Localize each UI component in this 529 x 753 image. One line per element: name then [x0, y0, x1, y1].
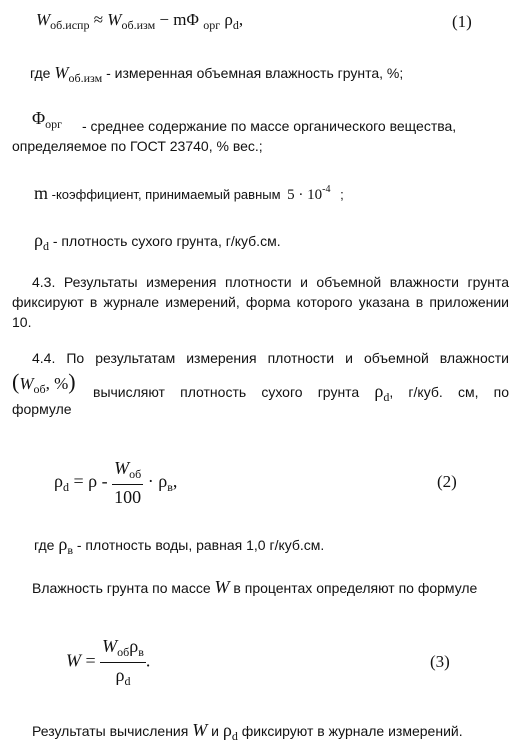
- formula-2-lhs: ρ: [54, 471, 63, 492]
- rho-v-prefix: где: [34, 537, 55, 553]
- final-after: фиксируют в журнале измерений.: [241, 723, 463, 739]
- formula-1-rho: ρ: [224, 10, 233, 29]
- paragraph-4-4-line3: формуле: [12, 401, 72, 417]
- paren-w: W: [19, 374, 34, 393]
- formula-1-tail: ,: [238, 10, 244, 29]
- formula-2-rho-v-subscript: в: [167, 480, 173, 495]
- definition-phi-line1: - среднее содержание по массе органического вещества,: [82, 118, 457, 134]
- formula-3-den-subscript: d: [124, 674, 131, 688]
- formula-3-tail: .: [145, 650, 151, 671]
- paragraph-4-4-rho-subscript: d: [383, 390, 390, 404]
- formula-1-phi: Φ: [186, 10, 199, 29]
- formula-3-num-rho: ρ: [129, 636, 139, 656]
- formula-1-rho-subscript: d: [232, 18, 239, 32]
- formula-1-w2-subscript: об.изм: [121, 18, 156, 32]
- formula-2-rho-v: ρ: [158, 471, 168, 492]
- definition-rho-d: [34, 230, 281, 254]
- moisture-before: Влажность грунта по массе: [32, 580, 211, 596]
- formula-3-number: (3): [430, 652, 450, 671]
- formula-3-num-w-subscript: об: [117, 645, 130, 659]
- paragraph-4-4-mid: [93, 381, 509, 405]
- phi-subscript: орг: [45, 117, 63, 131]
- m-text: -коэффициент, принимаемый равным: [51, 187, 281, 202]
- definition-phi-line2: определяемое по ГОСТ 23740, % вес.;: [12, 138, 263, 154]
- final-rho: ρ: [222, 720, 232, 740]
- final-w: W: [192, 720, 208, 740]
- m-symbol: m: [34, 183, 49, 203]
- paragraph-4-4-rho: ρ: [374, 381, 384, 401]
- formula-2-fraction: [112, 458, 143, 508]
- formula-3-lhs: W: [66, 650, 81, 671]
- moisture-w: W: [214, 577, 230, 597]
- formula-2-dot: ·: [147, 471, 154, 492]
- final-and: и: [211, 723, 219, 739]
- moisture-sentence: [32, 577, 477, 598]
- rho-d-subscript: d: [42, 239, 49, 253]
- final-sentence: [32, 720, 463, 744]
- final-rho-subscript: d: [231, 729, 238, 743]
- paragraph-4-4-mid-tail: , г/куб. см, по: [389, 384, 509, 400]
- formula-2-eq: = ρ -: [73, 471, 108, 492]
- paragraph-4-4-mid-text: вычисляют плотность сухого грунта: [93, 384, 360, 400]
- rho-d-text: - плотность сухого грунта, г/куб.см.: [52, 233, 281, 249]
- formula-1-m: m: [173, 10, 187, 29]
- formula-3-num-w: W: [102, 636, 118, 656]
- definition-w-izm-subscript: об.изм: [68, 71, 103, 85]
- formula-1-approx: ≈: [93, 10, 104, 29]
- formula-3-eq: =: [85, 650, 96, 671]
- formula-3-den-rho: ρ: [115, 665, 125, 685]
- m-value: 5 · 10: [287, 187, 323, 203]
- definition-rho-v: [34, 534, 324, 558]
- formula-1-number: (1): [452, 12, 472, 31]
- definition-phi-symbol: [32, 108, 62, 132]
- formula-3: [66, 636, 150, 689]
- paragraph-4-4-paren: ($W_{об}$, %): [12, 369, 76, 396]
- formula-1-w: W: [36, 10, 51, 29]
- definition-m: [34, 183, 344, 204]
- rho-v-symbol: ρ: [58, 534, 68, 554]
- formula-1-w2: W: [107, 10, 122, 29]
- formula-2-tail: ,: [172, 471, 178, 492]
- formula-2-num-w: W: [114, 458, 130, 478]
- formula-2-number: (2): [437, 472, 457, 491]
- final-before: Результаты вычисления: [32, 723, 189, 739]
- paren-w-subscript: об: [33, 382, 46, 396]
- rho-v-text: - плотность воды, равная 1,0 г/куб.см.: [76, 537, 325, 553]
- formula-1-minus: −: [159, 10, 170, 29]
- definition-w-izm-text: - измеренная объемная влажность грунта, %;: [106, 65, 404, 81]
- phi-symbol: Φ: [32, 108, 46, 128]
- rho-d-symbol: ρ: [34, 230, 43, 250]
- m-exponent: -4: [322, 184, 331, 195]
- formula-2-num-subscript: об: [129, 467, 142, 481]
- formula-1-w-subscript: об.испр: [50, 18, 90, 32]
- formula-3-fraction: [100, 636, 146, 689]
- paragraph-4-4-line1: 4.4. По результатам измерения плотности и объемной влажности: [32, 350, 509, 366]
- paren-rest: , %: [45, 374, 69, 393]
- formula-3-num-rho-subscript: в: [138, 645, 144, 659]
- formula-2: [54, 458, 177, 508]
- moisture-after: в процентах определяют по формуле: [233, 580, 478, 596]
- definition-w-izm: [30, 63, 403, 86]
- definition-w-izm-prefix: где: [30, 65, 51, 81]
- formula-2-lhs-subscript: d: [62, 480, 69, 495]
- m-tail: ;: [340, 187, 344, 202]
- formula-1-phi-subscript: орг: [203, 18, 221, 32]
- formula-2-denominator: 100: [114, 487, 142, 507]
- paragraph-4-3: 4.3. Результаты измерения плотности и объемной влажности грунта фиксируют в журнале измерений, форма которого указана в приложении 10.: [12, 274, 509, 330]
- formula-1: [36, 10, 243, 33]
- rho-v-subscript: в: [67, 543, 73, 557]
- definition-w-izm-symbol: W: [54, 63, 69, 82]
